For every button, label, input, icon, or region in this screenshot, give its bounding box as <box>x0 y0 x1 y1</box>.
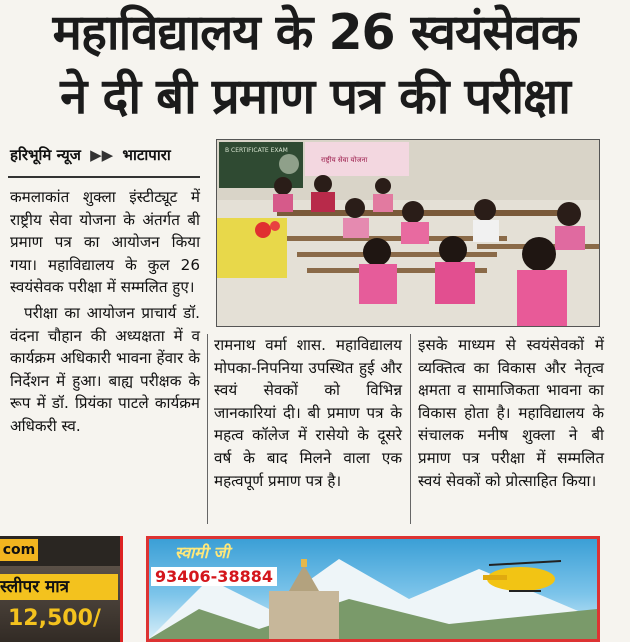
byline-divider <box>8 176 200 186</box>
ad-title: स्वामी जी <box>175 543 230 562</box>
banner-text: राष्ट्रीय सेवा योजना <box>321 156 368 164</box>
classroom-scene-illustration <box>217 140 599 326</box>
article-paragraph: परीक्षा का आयोजन प्राचार्य डॉ. वंदना चौहान की अध्यक्षता में व कार्यक्रम अधिकारी भावना हेंवार के निर्देशन में हुआ। बाह्य परीक्षक के रूप में डॉ. प्रियंका पाटले कार्यक्रम अधिकरी स्व. <box>10 303 200 435</box>
headline-line-2: ने दी बी प्रमाण पत्र की परीक्षा <box>60 68 570 125</box>
article-paragraph: रामनाथ वर्मा शास. महाविद्यालय मोपका-निपनिया उपस्थित हुई और स्वयं सेवकों को विभिन्न जानकारियां दी। बी प्रमाण पत्र के महत्व कॉलेज में रासेयो के दूसरे वर्ष के बाद मिलने वाला एक महत्वपूर्ण प्रमाण पत्र है। <box>214 336 402 490</box>
article-column-2 <box>214 334 402 492</box>
advertisement-right[interactable] <box>146 536 600 642</box>
byline <box>10 145 171 165</box>
advertisement-left[interactable] <box>0 536 123 642</box>
article-paragraph: कमलाकांत शुक्ला इंस्टीट्यूट में राष्ट्रीय सेवा योजना के अंतर्गत बी प्रमाण पत्र का आयोजन किया गया। महाविद्यालय के कुल 26 स्वयंसेवक परीक्षा में सम्मलित हुए। <box>10 188 200 297</box>
column-rule <box>410 334 411 524</box>
ad-price-text: 12,500/ <box>8 606 101 631</box>
ad-offer-text: स्लीपर मात्र <box>0 574 118 600</box>
column-rule <box>207 334 208 524</box>
byline-place: भाटापारा <box>122 146 171 164</box>
article-paragraph: इसके माध्यम से स्वयंसेवकों में व्यक्तित्व का विकास और नेतृत्व क्षमता व सामाजिकता भावना का विकास होता है। महाविद्यालय के संचालक मनीष शुक्ला ने बी प्रमाण पत्र परीक्षा में सम्मलित स्वयं सेवकों को प्रोत्साहित किया। <box>418 336 604 490</box>
headline-line-1: महाविद्यालय के 26 स्वयंसेवक <box>52 4 578 61</box>
article-column-3 <box>418 334 604 492</box>
event-photo <box>216 139 600 327</box>
play-arrows-icon: ▶▶ <box>90 146 114 164</box>
ad-domain-text: com <box>0 539 38 561</box>
byline-source: हरिभूमि न्यूज <box>10 146 81 164</box>
article-column-1 <box>10 186 200 438</box>
board-text: B CERTIFICATE EXAM <box>225 147 288 154</box>
ad-phone-number: 93406-38884 <box>151 567 277 586</box>
